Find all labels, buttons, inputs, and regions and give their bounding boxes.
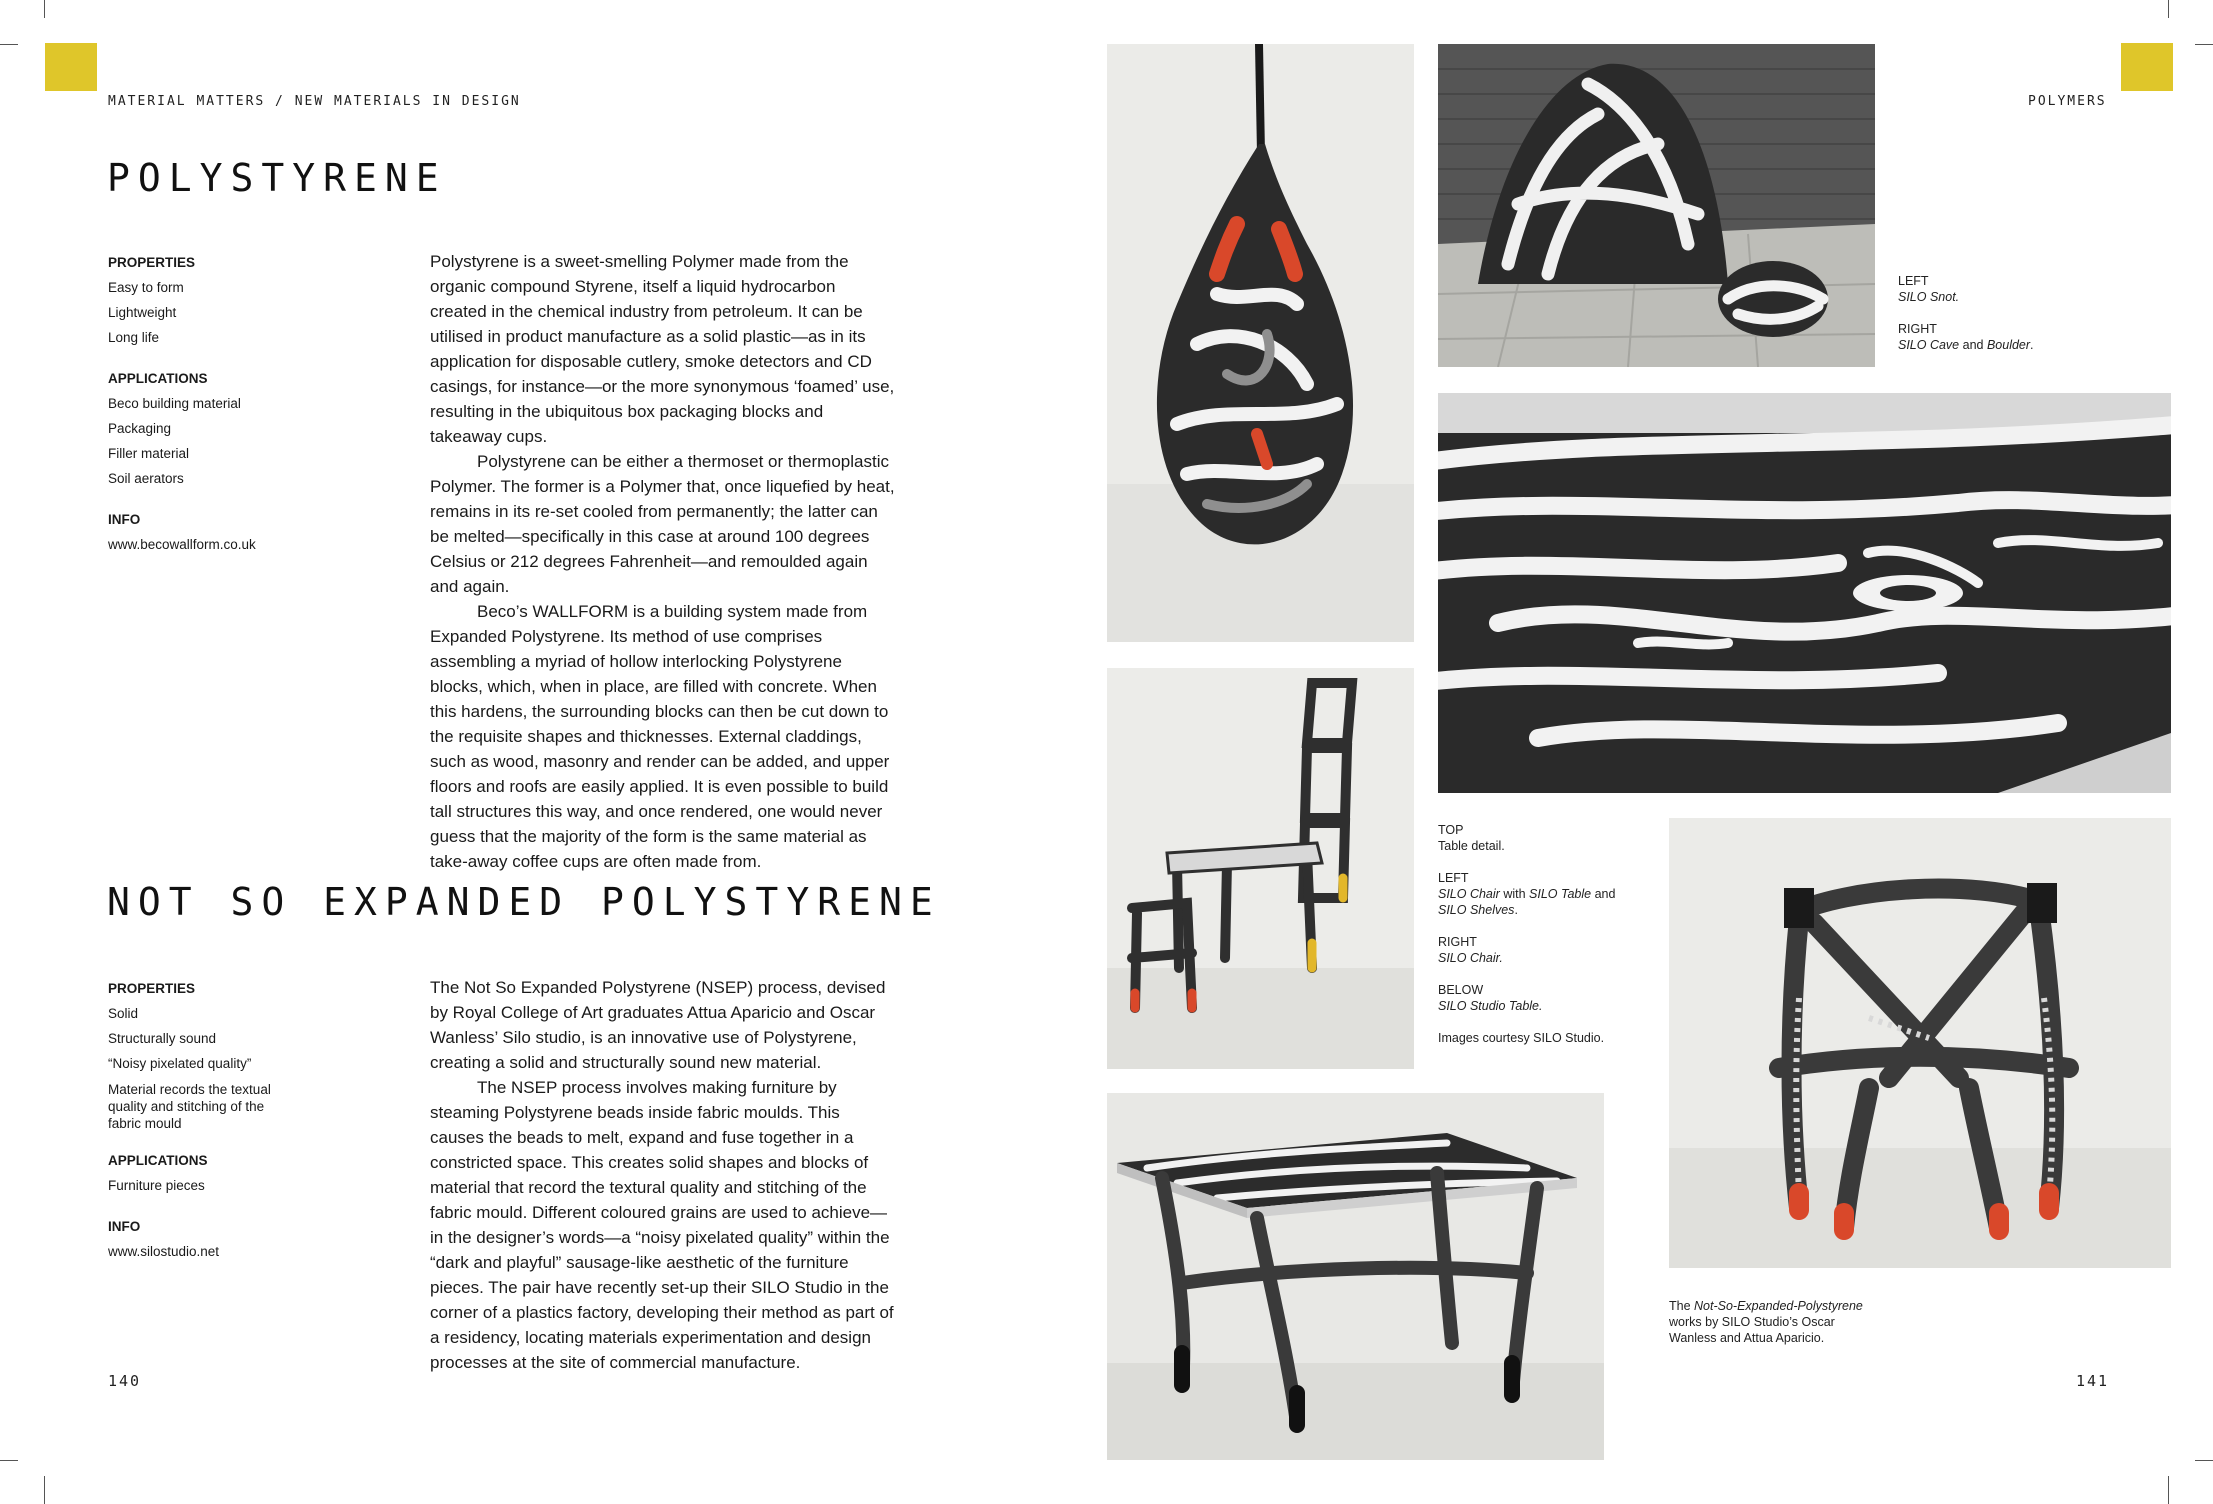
caption-label: LEFT <box>1438 871 1469 885</box>
snot-illustration <box>1107 44 1414 642</box>
paragraph: The Not So Expanded Polystyrene (NSEP) process, devised by Royal College of Art graduates Attua Aparicio and Oscar Wanless’ Silo studio, is an innovative use of Polystyrene, creating a solid and structurally sound new material. <box>430 978 886 1072</box>
crop-mark <box>0 1460 18 1461</box>
caption-text: The <box>1669 1299 1695 1313</box>
cave-illustration <box>1438 44 1875 367</box>
caption-label: RIGHT <box>1438 935 1477 949</box>
accent-square-right <box>2121 43 2173 91</box>
photo-silo-studio-table <box>1107 1093 1604 1460</box>
applications-heading: APPLICATIONS <box>108 371 208 386</box>
crop-mark <box>2168 1476 2169 1504</box>
running-head-right: POLYMERS <box>2028 94 2107 109</box>
caption-text: . <box>1514 903 1518 917</box>
properties-group <box>108 250 308 350</box>
caption-text: SILO Table <box>1529 887 1592 901</box>
caption-text: works by SILO Studio’s Oscar Wanless and Attua Aparicio. <box>1669 1315 1835 1345</box>
properties-group <box>108 976 308 1132</box>
table-detail-illustration <box>1438 393 2171 793</box>
caption-text: SILO Snot. <box>1898 290 1960 304</box>
caption-text: SILO Studio Table. <box>1438 999 1543 1013</box>
application-item: Soil aerators <box>108 471 184 486</box>
property-item: Material records the textual quality and stitching of the fabric mould <box>108 1082 271 1131</box>
section-title-polystyrene: POLYSTYRENE <box>107 156 447 200</box>
photo-table-detail <box>1438 393 2171 793</box>
photo-silo-cave-boulder <box>1438 44 1875 367</box>
property-item: Solid <box>108 1006 139 1021</box>
caption-text: Boulder <box>1986 338 2031 352</box>
crop-mark <box>2168 0 2169 18</box>
studio-table-illustration <box>1107 1093 1604 1460</box>
application-item: Beco building material <box>108 396 241 411</box>
caption-top-right <box>1898 273 2068 369</box>
application-item: Furniture pieces <box>108 1178 205 1193</box>
caption-label: LEFT <box>1898 274 1929 288</box>
crop-mark <box>0 44 18 45</box>
paragraph: Polystyrene is a sweet-smelling Polymer made from the organic compound Styrene, itself a liquid hydrocarbon created in the chemical industry from petroleum. It can be utilised in product manufacture as a solid plastic—as in its application for disposable cutlery, smoke detectors and CD casings, for instance—or the more synonymous ‘foamed’ use, resulting in the ubiquitous box packaging blocks and takeaway cups. <box>430 252 895 446</box>
caption-text: SILO Cave <box>1898 338 1960 352</box>
accent-square-left <box>45 43 97 91</box>
caption-credit: Images courtesy SILO Studio. <box>1438 1031 1605 1045</box>
property-item: Easy to form <box>108 280 184 295</box>
caption-label: TOP <box>1438 823 1464 837</box>
crop-mark <box>44 0 45 18</box>
properties-heading: PROPERTIES <box>108 981 196 996</box>
paragraph: Polystyrene can be either a thermoset or thermoplastic Polymer. The former is a Polymer that, once liquefied by heat, remains in its re-set cooled from permanently; the latter can be melted—specifically in this case at around 100 degrees Celsius or 212 degrees Fahrenheit—and remoulded again and again. <box>430 452 895 596</box>
caption-bottom-right <box>1669 1298 1874 1346</box>
property-item: Long life <box>108 330 160 345</box>
photo-silo-chair-table-shelves <box>1107 668 1414 1069</box>
applications-heading: APPLICATIONS <box>108 1153 208 1168</box>
caption-text: SILO Chair <box>1438 887 1500 901</box>
caption-text: and <box>1959 338 1987 352</box>
property-item: “Noisy pixelated quality” <box>108 1056 252 1071</box>
caption-text: with <box>1499 887 1530 901</box>
caption-label: BELOW <box>1438 983 1484 997</box>
paragraph: Beco’s WALLFORM is a building system made from Expanded Polystyrene. Its method of use comprises assembling a myriad of hollow interlocking Polystyrene blocks, which, when in place, are filled with concrete. When this hardens, the surrounding blocks can then be cut down to the requisite shapes and thicknesses. External claddings, such as wood, masonry and render can be added, and upper floors and roofs are easily applied. It is even possible to build tall structures this way, and once rendered, one would never guess that the majority of the form is the same material as take-away coffee cups are often made from. <box>430 602 890 871</box>
info-heading: INFO <box>108 512 141 527</box>
info-link[interactable]: www.becowallform.co.uk <box>108 537 256 552</box>
body-text-nsep <box>430 975 895 1375</box>
crop-mark <box>2195 1460 2213 1461</box>
applications-group <box>108 1148 308 1198</box>
application-item: Filler material <box>108 446 190 461</box>
running-head-left: MATERIAL MATTERS / NEW MATERIALS IN DESIGN <box>108 94 521 109</box>
caption-text: and <box>1591 887 1616 901</box>
sidebar-nsep <box>108 976 308 1280</box>
info-link[interactable]: www.silostudio.net <box>108 1244 220 1259</box>
photo-silo-chair <box>1669 818 2171 1268</box>
applications-group <box>108 366 308 491</box>
caption-text: Not-So-Expanded-Polystyrene <box>1694 1299 1863 1313</box>
sidebar-polystyrene <box>108 250 308 573</box>
caption-text: SILO Chair. <box>1438 951 1503 965</box>
photo-silo-snot <box>1107 44 1414 642</box>
caption-middle <box>1438 822 1648 1046</box>
properties-heading: PROPERTIES <box>108 255 196 270</box>
crop-mark <box>44 1476 45 1504</box>
page-number-right: 141 <box>2076 1372 2110 1390</box>
paragraph: The NSEP process involves making furniture by steaming Polystyrene beads inside fabric moulds. This causes the beads to melt, expand and fuse together in a constricted space. This creates solid shapes and blocks of material that record the textural quality and stitching of the fabric mould. Different coloured grains are used to achieve—in the designer’s words—a “noisy pixelated quality” within the “dark and playful” sausage-like aesthetic of the furniture pieces. The pair have recently set-up their SILO Studio in the corner of a plastics factory, developing their method as part of a residency, locating materials experimentation and design processes at the site of commercial manufacture. <box>430 1078 894 1372</box>
caption-label: RIGHT <box>1898 322 1937 336</box>
page-number-left: 140 <box>108 1372 142 1390</box>
crop-mark <box>2195 44 2213 45</box>
section-title-nsep: NOT SO EXPANDED POLYSTYRENE <box>107 880 941 924</box>
info-group <box>108 1214 308 1264</box>
property-item: Structurally sound <box>108 1031 217 1046</box>
caption-text: Table detail. <box>1438 839 1505 853</box>
body-text-polystyrene <box>430 249 895 874</box>
caption-text: SILO Shelves <box>1438 903 1515 917</box>
property-item: Lightweight <box>108 305 177 320</box>
info-heading: INFO <box>108 1219 141 1234</box>
chair-table-illustration <box>1107 668 1414 1069</box>
application-item: Packaging <box>108 421 172 436</box>
caption-text: . <box>2030 338 2034 352</box>
chair-illustration <box>1669 818 2171 1268</box>
info-group <box>108 507 308 557</box>
